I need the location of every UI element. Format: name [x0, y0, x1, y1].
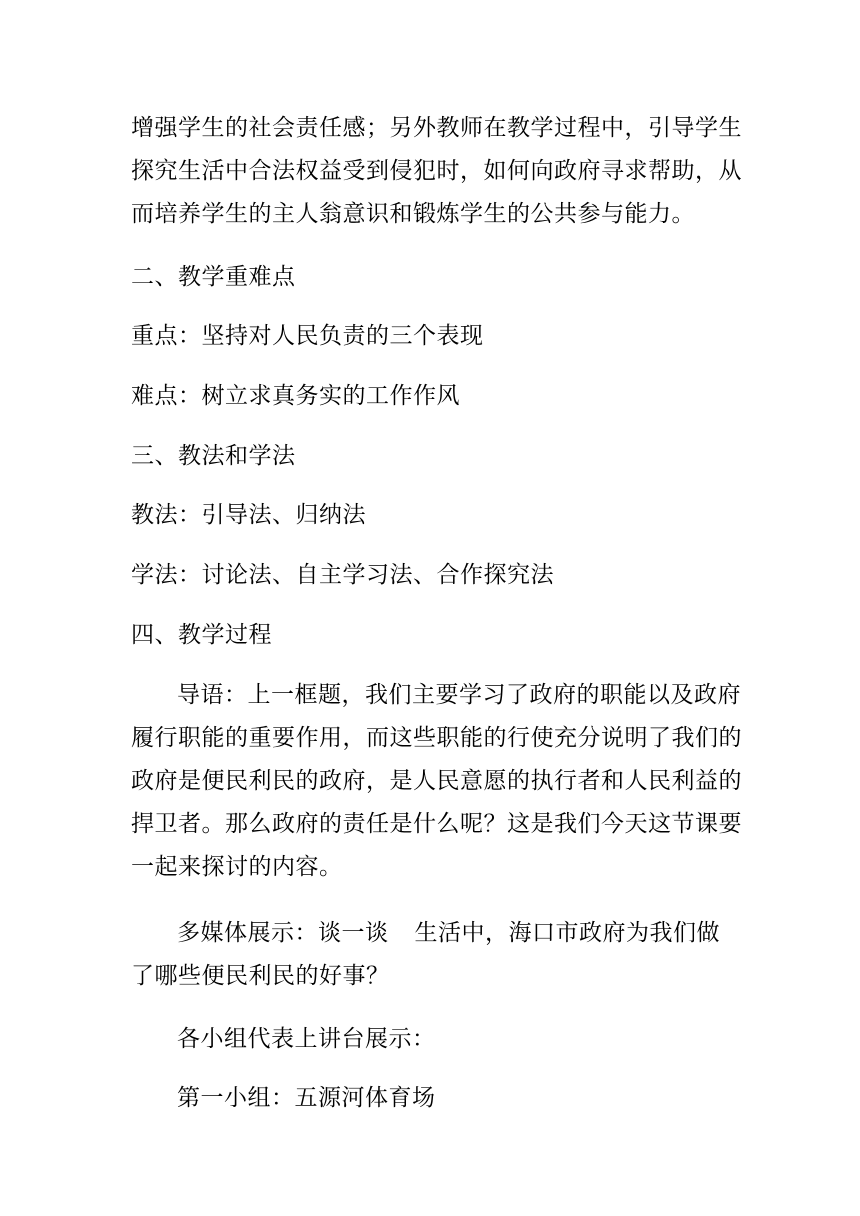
lead-in-line-3: 政府是便民利民的政府，是人民意愿的执行者和人民利益的	[131, 768, 742, 794]
section-heading-4: 四、教学过程	[131, 622, 272, 648]
multimedia-text: 生活中，海口市政府为我们做	[414, 920, 720, 946]
intro-line-2: 探究生活中合法权益受到侵犯时，如何向政府寻求帮助，从	[131, 158, 742, 184]
section-heading-2: 二、教学重难点	[131, 264, 296, 290]
lead-in-line-1: 导语：上一框题，我们主要学习了政府的职能以及政府	[177, 682, 741, 708]
key-point: 重点：坚持对人民负责的三个表现	[131, 323, 484, 349]
groups-intro: 各小组代表上讲台展示：	[177, 1026, 436, 1052]
group-1: 第一小组：五源河体育场	[177, 1085, 436, 1111]
difficult-point: 难点：树立求真务实的工作作风	[131, 383, 460, 409]
multimedia-line-2: 了哪些便民利民的好事？	[131, 963, 390, 989]
multimedia-line-1	[177, 918, 720, 948]
learning-method: 学法：讨论法、自主学习法、合作探究法	[131, 562, 554, 588]
teaching-method: 教法：引导法、归纳法	[131, 502, 366, 528]
section-heading-3: 三、教法和学法	[131, 443, 296, 469]
intro-line-1: 增强学生的社会责任感；另外教师在教学过程中，引导学生	[131, 115, 742, 141]
lead-in-line-5: 一起来探讨的内容。	[131, 854, 343, 880]
lead-in-line-4: 捍卫者。那么政府的责任是什么呢？这是我们今天这节课要	[131, 811, 742, 837]
lead-in-line-2: 履行职能的重要作用，而这些职能的行使充分说明了我们的	[131, 725, 742, 751]
intro-line-3: 而培养学生的主人翁意识和锻炼学生的公共参与能力。	[131, 201, 695, 227]
multimedia-label: 多媒体展示：谈一谈	[177, 920, 389, 946]
